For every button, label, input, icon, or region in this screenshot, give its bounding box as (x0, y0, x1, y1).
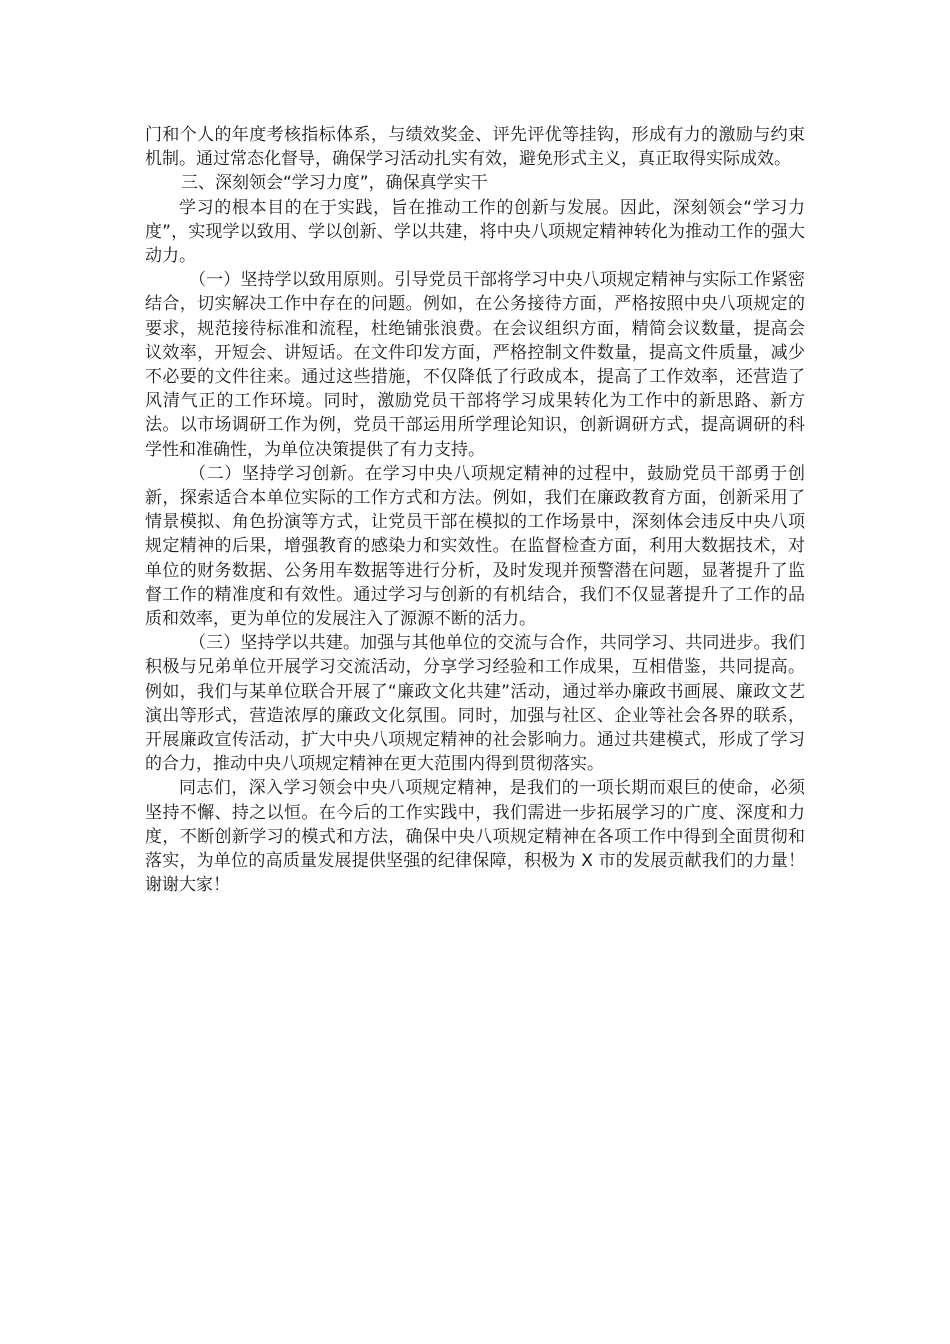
document-page (145, 123, 805, 898)
paragraph-closing: 同志们，深入学习领会中央八项规定精神，是我们的一项长期而艰巨的使命，必须坚持不懈、持之以恒。在今后的工作实践中，我们需进一步拓展学习的广度、深度和力度，不断创新学习的模式和方法，确保中央八项规定精神在各项工作中得到全面贯彻和落实，为单位的高质量发展提供坚强的纪律保障，积极为 X 市的发展贡献我们的力量！谢谢大家！ (145, 778, 805, 896)
paragraph-sub-1: （一）坚持学以致用原则。引导党员干部将学习中央八项规定精神与实际工作紧密结合，切实解决工作中存在的问题。例如，在公务接待方面，严格按照中央八项规定的要求，规范接待标准和流程，杜绝铺张浪费。在会议组织方面，精简会议数量，提高会议效率，开短会、讲短话。在文件印发方面，严格控制文件数量，提高文件质量，减少不必要的文件往来。通过这些措施，不仅降低了行政成本，提高了工作效率，还营造了风清气正的工作环境。同时，激励党员干部将学习成果转化为工作中的新思路、新方法。以市场调研工作为例，党员干部运用所学理论知识，创新调研方式，提高调研的科学性和准确性，为单位决策提供了有力支持。 (145, 270, 805, 460)
paragraph-intro: 学习的根本目的在于实践，旨在推动工作的创新与发展。因此，深刻领会“学习力度”，实现学以致用、学以创新、学以共建，将中央八项规定精神转化为推动工作的强大动力。 (145, 197, 805, 267)
paragraph-continuation: 门和个人的年度考核指标体系，与绩效奖金、评先评优等挂钩，形成有力的激励与约束机制。通过常态化督导，确保学习活动扎实有效，避免形式主义，真正取得实际成效。 (145, 125, 805, 170)
paragraph-sub-3: （三）坚持学以共建。加强与其他单位的交流与合作，共同学习、共同进步。我们积极与兄弟单位开展学习交流活动，分享学习经验和工作成果，互相借鉴，共同提高。例如，我们与某单位联合开展了“廉政文化共建”活动，通过举办廉政书画展、廉政文艺演出等形式，营造浓厚的廉政文化氛围。同时，加强与社区、企业等社会各界的联系，开展廉政宣传活动，扩大中央八项规定精神的社会影响力。通过共建模式，形成了学习的合力，推动中央八项规定精神在更大范围内得到贯彻落实。 (145, 633, 805, 775)
paragraph-sub-2: （二）坚持学习创新。在学习中央八项规定精神的过程中，鼓励党员干部勇于创新，探索适合本单位实际的工作方式和方法。例如，我们在廉政教育方面，创新采用了情景模拟、角色扮演等方式，让党员干部在模拟的工作场景中，深刻体会违反中央八项规定精神的后果，增强教育的感染力和实效性。在监督检查方面，利用大数据技术，对单位的财务数据、公务用车数据等进行分析，及时发现并预警潜在问题，显著提升了监督工作的精准度和有效性。通过学习与创新的有机结合，我们不仅显著提升了工作的品质和效率，更为单位的发展注入了源源不断的活力。 (145, 463, 805, 630)
section-heading-3: 三、深刻领会“学习力度”，确保真学实干 (181, 173, 488, 194)
